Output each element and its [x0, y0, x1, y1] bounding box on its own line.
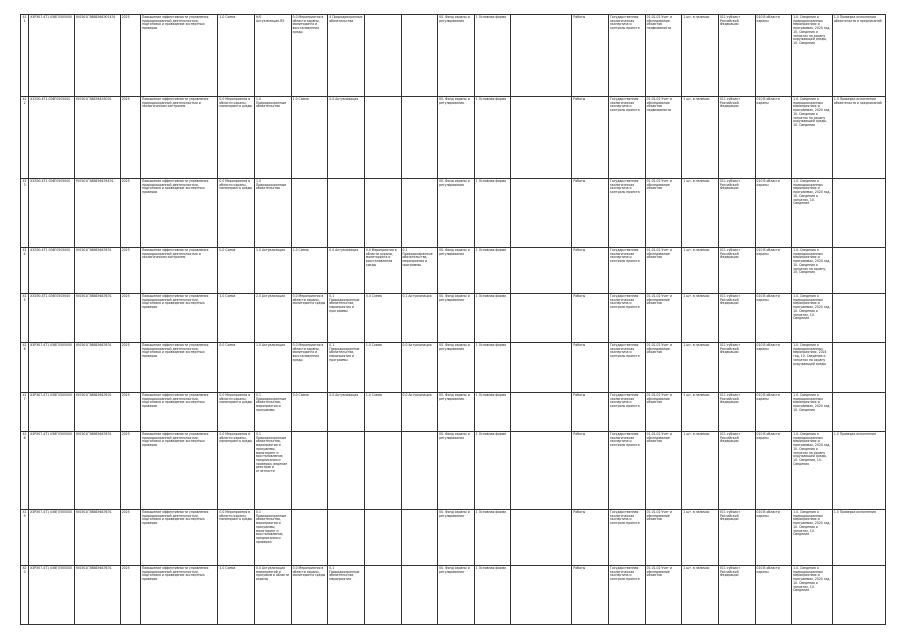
table-cell: 1 шт. в наличии [682, 294, 719, 343]
table-cell: 0.1 Природоохранные обязательства, мероприятия и программы [255, 393, 292, 432]
data-table [20, 14, 886, 625]
table-cell: 1.0 Природоохранные обязательства [255, 97, 292, 179]
table-cell: 01.01.02 Учет и обследование объектов [645, 294, 682, 343]
table-cell: Повышение эффективности управления природоохранной деятельностью, подготовка и проведение экспертных проверок [141, 393, 218, 432]
table-cell: Работы [572, 343, 609, 393]
table-row [21, 510, 886, 566]
table-cell: Работы [572, 248, 609, 294]
table-cell: 1 шт. в наличии [682, 343, 719, 393]
table-cell: 0.0 Актуализация [401, 393, 438, 432]
table-cell: 2.0 Актуализация [255, 294, 292, 343]
table-cell: 1 Основная форма [474, 566, 511, 625]
table-cell: 1.0. Сведения о природоохранных мероприятиях и программах, 2024 год, 10. Сведения о затратах, 10. Сведения [792, 566, 833, 625]
table-cell: Повышение эффективности управления природоохранной деятельностью, подготовка и проведение экспертных проверок [141, 343, 218, 393]
table-cell: Ю0Э01ГЭ888Э64Э5Э1 [74, 343, 120, 393]
table-cell: 011 субъект Российской Федерации [718, 510, 755, 566]
table-row [21, 294, 886, 343]
table-cell: 418 [21, 432, 29, 510]
table-cell: Работы [572, 179, 609, 248]
table-cell: 1 Основная форма [474, 294, 511, 343]
table-cell: 01.01.02 Учет и обследование объектов [645, 248, 682, 294]
table-cell: 2025 [120, 343, 140, 393]
table-cell: Работы [572, 294, 609, 343]
table-cell: Повышение эффективности управления природоохранной деятельностью, подготовка и проведение экспертных проверок [141, 432, 218, 510]
table-cell: 011 субъект Российской Федерации [718, 393, 755, 432]
table-row [21, 97, 886, 179]
table-cell: 010 В области охраны [755, 97, 792, 179]
table-cell: 412 [21, 97, 29, 179]
table-cell [511, 393, 572, 432]
table-row [21, 393, 886, 432]
table-cell: 0.0 Актуализация [328, 248, 365, 294]
table-cell [401, 510, 438, 566]
table-cell [401, 97, 438, 179]
table-cell: 010 В области охраны [755, 393, 792, 432]
table-cell: Х3РЭ07-4Т1 0Э8Г0505000 [29, 432, 75, 510]
table-cell [511, 294, 572, 343]
table-cell [832, 294, 885, 343]
table-row [21, 179, 886, 248]
table-cell: 01.01.02 Учет и обследование объектов [645, 566, 682, 625]
table-cell: Х3ЭЭ0-4Т1 0Э8Г0505000 [29, 294, 75, 343]
table-cell: Работы [572, 97, 609, 179]
table-cell: Государственная экологическая экспертиза и контроль проекта [609, 179, 646, 248]
table-cell: 00. Фонд охраны и регулирования [438, 97, 475, 179]
table-cell: 011 субъект Российской Федерации [718, 294, 755, 343]
table-cell: 414 [21, 248, 29, 294]
table-row [21, 343, 886, 393]
table-cell: 0.0 Мероприятия в области охраны, мониторинга среды [218, 510, 255, 566]
table-cell: 416 [21, 343, 29, 393]
table-cell: 011 субъект Российской Федерации [718, 15, 755, 97]
table-cell: 1.0. Сведения о природоохранных мероприятиях, 2024 год, 10. Сведения о затратах на охрану окружающей среды [792, 343, 833, 393]
table-cell: 00. Фонд охраны и регулирования [438, 566, 475, 625]
table-cell: Х3ЭЭ0-4Т1 0Э8Г0505000 [29, 97, 75, 179]
table-cell: 0.0 Мероприятия в области охраны, мониторинга среды [218, 432, 255, 510]
table-cell: Х3РЭ07-4Т1 0Э8Г0505000 [29, 566, 75, 625]
table-cell: 417 [21, 393, 29, 432]
table-cell: Ю0Э01ГЭ88Э64Э50Э1 [74, 97, 120, 179]
table-cell: Х3ЭЭ0-4Т1 0Э8Г0505000 [29, 248, 75, 294]
table-cell: Государственная экологическая экспертиза и контроль проекта [609, 566, 646, 625]
table-cell: 2025 [120, 294, 140, 343]
table-cell: 0.1 Природоохранные обязательства, мероприятия [328, 566, 365, 625]
table-cell: 01.01.02 Учет и обследование объектов [645, 393, 682, 432]
table-cell: 1.0 Схема [364, 343, 401, 393]
table-cell: 01.01.02 Учет и обследование объектов недвижимости [645, 97, 682, 179]
table-cell: 0.1 Природоохранные обязательства, мероприятия и программы, мониторинг и восстановление, предписания и проверки, ведение реестров и отчетности [255, 432, 292, 510]
document-page [20, 14, 886, 624]
table-cell: 419 [21, 510, 29, 566]
table-cell: Работы [572, 566, 609, 625]
table-cell: 1.0 Проверка исполнения обязательств и предписаний [832, 15, 885, 97]
table-cell: 1 Основная форма [474, 432, 511, 510]
table-cell: 2025 [120, 179, 140, 248]
table-cell [401, 432, 438, 510]
table-cell: 0.0 Схема [291, 393, 328, 432]
table-cell [511, 15, 572, 97]
table-cell: 1.0. Сведения о природоохранных мероприятиях и программах, 2024 год, 10. Сведения о затратах на охрану, 10. Сведения [792, 248, 833, 294]
table-cell: 00. Фонд охраны и регулирования [438, 343, 475, 393]
table-cell: 1 Основная форма [474, 15, 511, 97]
table-cell: 0.1 Природоохранные обязательства, мероприятия и программы [401, 248, 438, 294]
table-cell: 1 шт. в наличии [682, 432, 719, 510]
table-cell: Работы [572, 393, 609, 432]
table-cell [511, 248, 572, 294]
table-cell: 2025 [120, 432, 140, 510]
table-cell: 010 В области охраны [755, 179, 792, 248]
table-cell [832, 393, 885, 432]
table-cell: 2025 [120, 248, 140, 294]
table-cell: 0.0 Актуализация [328, 393, 365, 432]
table-cell: 0.0 Мероприятия в области охраны, мониторинга и восстановления среды [291, 343, 328, 393]
table-cell: 0.1 Природоохранные обязательства, мероприятия и программы, мониторинг и восстановление, предписания и проверки [255, 510, 292, 566]
table-cell: 0.1 Природоохранные обязательства, мероприятия и программы [328, 343, 365, 393]
table-cell [364, 510, 401, 566]
table-cell: 010 В области охраны [755, 294, 792, 343]
table-cell: Х3РЭ07-4Т1 0Э8Г0505000 [29, 15, 75, 97]
table-cell: 010 В области охраны [755, 432, 792, 510]
table-cell: 01.01.02 Учет и обследование объектов [645, 432, 682, 510]
table-cell: 011 субъект Российской Федерации [718, 179, 755, 248]
table-cell: 411 [21, 15, 29, 97]
table-cell: 1.0 Проверка исполнения [832, 432, 885, 510]
table-cell: 1.0 Актуализация [255, 343, 292, 393]
table-cell [511, 510, 572, 566]
table-cell: 0.0 Схема [364, 294, 401, 343]
table-cell: 1.0. Сведения о природоохранных мероприятиях и программах, 2024 год, 10. Сведения о затратах на охрану окружающей среды, 10. Сведения [792, 15, 833, 97]
table-cell: 1.0 Проверка исполнения обязательств и предписаний [832, 97, 885, 179]
table-cell: 1 шт. в наличии [682, 510, 719, 566]
table-cell: 0.0 Актуализация мероприятий и программ в области охраны [255, 566, 292, 625]
table-cell: 00. Фонд охраны и регулирования [438, 294, 475, 343]
table-cell: 01.01.02 Учет и обследование объектов [645, 510, 682, 566]
table-cell [832, 179, 885, 248]
table-cell [291, 510, 328, 566]
table-cell: 1.0 Схема [218, 294, 255, 343]
table-cell: Государственная экологическая экспертиза и контроль проекта [609, 97, 646, 179]
table-cell: 4 Природоохранные обязательства [328, 15, 365, 97]
table-cell: 2025 [120, 15, 140, 97]
table-cell: 2025 [120, 566, 140, 625]
table-cell: 1 Основная форма [474, 510, 511, 566]
table-cell [364, 15, 401, 97]
table-row [21, 432, 886, 510]
table-cell: 0.0 Мероприятия в области охраны, мониторинга среды [291, 294, 328, 343]
table-cell: Ю0Э01ГЭ888Э64Э5Э1 [74, 510, 120, 566]
table-cell: 1.0. Сведения о природоохранных мероприятиях и программах, 2024 год, 10. Сведения о затратах, 10. Сведения [792, 510, 833, 566]
table-cell: 00. Фонд охраны и регулирования [438, 432, 475, 510]
table-cell [511, 432, 572, 510]
table-cell [832, 248, 885, 294]
table-cell [511, 179, 572, 248]
table-cell [364, 179, 401, 248]
table-cell [364, 97, 401, 179]
table-cell: 1 шт. в наличии [682, 566, 719, 625]
table-cell: Государственная экологическая экспертиза и контроль проекта [609, 432, 646, 510]
table-cell: 011 субъект Российской Федерации [718, 97, 755, 179]
table-cell: Повышение эффективности управления природоохранной деятельностью, подготовка и проведение экспертных проверок [141, 179, 218, 248]
table-cell: 1.0 Схема [218, 566, 255, 625]
table-cell: Государственная экологическая экспертиза и контроль проекта [609, 393, 646, 432]
table-cell: Государственная экологическая экспертиза и контроль проекта [609, 510, 646, 566]
table-cell: 0.0 Актуализация [401, 343, 438, 393]
table-cell: Работы [572, 15, 609, 97]
table-cell: Х3РЭ07-4Т1 0Э8Г0505000 [29, 393, 75, 432]
table-cell: 0.0 Мероприятия в области охраны, мониторинга среды [218, 393, 255, 432]
table-cell: Работы [572, 510, 609, 566]
table-cell: 415 [21, 294, 29, 343]
table-cell: Повышение эффективности управления природоохранной деятельностью и экологическим контролем [141, 97, 218, 179]
table-cell [291, 179, 328, 248]
table-cell [511, 343, 572, 393]
table-cell: 010 В области охраны [755, 343, 792, 393]
table-cell: 1 шт. в наличии [682, 393, 719, 432]
table-cell [511, 97, 572, 179]
table-cell: 0.0 Мероприятия в области охраны, мониторинга и восстановления среды [291, 15, 328, 97]
table-cell: 0.0 Схема [218, 248, 255, 294]
table-cell: 011 субъект Российской Федерации [718, 566, 755, 625]
table-cell: Н/0 Актуализация.ЯЭ [255, 15, 292, 97]
table-cell: Повышение эффективности управления природоохранной деятельностью, подготовка и проведение экспертных проверок [141, 510, 218, 566]
table-cell: Х3РЭ07-4Т1 0Э8Г0505000 [29, 510, 75, 566]
table-cell: 2025 [120, 97, 140, 179]
table-cell: 01.01.02 Учет и обследование объектов недвижимости [645, 15, 682, 97]
table-cell: Ю0Э01ГЭ888Э64Э54Э1 [74, 179, 120, 248]
table-cell: 1 шт. в наличии [682, 97, 719, 179]
table-cell: 00. Фонд охраны и регулирования [438, 248, 475, 294]
table-cell [328, 510, 365, 566]
table-cell: 010 В области охраны [755, 510, 792, 566]
table-cell: 011 субъект Российской Федерации [718, 432, 755, 510]
table-cell: 00. Фонд охраны и регулирования [438, 510, 475, 566]
table-cell: 0.0 Актуализация [328, 97, 365, 179]
table-cell [511, 566, 572, 625]
table-cell: Ю0Э01ГЭ888Э64Э5Э1 [74, 566, 120, 625]
table-cell: Ю0Э01ГЭ888Э64Э5Э1 [74, 294, 120, 343]
table-cell: Государственная экологическая экспертиза и контроль проекта [609, 343, 646, 393]
table-cell: Х3ЭЭ0-4Т1 0Э8Г0505000 [29, 179, 75, 248]
table-cell: 1.0 Природоохранные обязательства [255, 179, 292, 248]
table-cell: 1 Основная форма [474, 97, 511, 179]
table-cell: 00. Фонд охраны и регулирования [438, 15, 475, 97]
table-cell: 2025 [120, 393, 140, 432]
table-row [21, 248, 886, 294]
table-cell: Повышение эффективности управления природоохранной деятельностью и экологическим контролем [141, 248, 218, 294]
table-cell: 1.0. Сведения о природоохранных мероприятиях и программах, 2024 год, 10. Сведения о затратах, 10. Сведения [792, 294, 833, 343]
table-cell: Ю0Э01ГЭ888Э64Э5Э1 [74, 393, 120, 432]
table-cell: Ю0Э01ГЭ888Э64Э5Э1 [74, 248, 120, 294]
table-cell: 1 шт. в наличии [682, 15, 719, 97]
table-cell: 1.0 Схема [291, 248, 328, 294]
table-cell: 420 [21, 566, 29, 625]
table-cell: 01.01.02 Учет и обследование объектов [645, 343, 682, 393]
table-cell: 00. Фонд охраны и регулирования [438, 179, 475, 248]
table-cell: 1.0 Актуализация [255, 248, 292, 294]
table-cell [401, 566, 438, 625]
table-cell: 1 Основная форма [474, 248, 511, 294]
table-cell: 0.1 Актуализация [401, 294, 438, 343]
table-cell: Повышение эффективности управления природоохранной деятельностью, подготовка и проведение экспертных проверок [141, 15, 218, 97]
table-cell [364, 566, 401, 625]
table-cell: 1.0 Схема [364, 393, 401, 432]
table-cell: 0.0 Схема [218, 343, 255, 393]
table-cell: Государственная экологическая экспертиза и контроль проекта [609, 15, 646, 97]
table-cell: 1.0. Сведения о природоохранных мероприятиях и программах, 2024 год, 10. Сведения о затратах на охрану окружающей среды, 10. Сведения, 10. Сведения [792, 432, 833, 510]
table-cell: Х3РЭ07-4Т1 0Э8Г0505000 [29, 343, 75, 393]
table-cell: Государственная экологическая экспертиза и контроль проекта [609, 294, 646, 343]
table-cell [832, 343, 885, 393]
table-cell: Государственная экологическая экспертиза и контроль проекта [609, 248, 646, 294]
table-cell [328, 179, 365, 248]
table-cell: 0.0 Мероприятия в области охраны, мониторинга среды [218, 97, 255, 179]
table-cell: 0.0 Мероприятия в области охраны, мониторинга среды [218, 179, 255, 248]
table-cell: 01.01.02 Учет и обследование объектов [645, 179, 682, 248]
table-cell: 00. Фонд охраны и регулирования [438, 393, 475, 432]
table-cell: 1 Основная форма [474, 393, 511, 432]
table-cell [832, 566, 885, 625]
table-cell: 010 В области охраны [755, 566, 792, 625]
table-cell: 011 субъект Российской Федерации [718, 248, 755, 294]
table-cell: 413 [21, 179, 29, 248]
table-cell: 1.0. Сведения о природоохранных мероприятиях и программах, 2024 год, 10. Сведения о затратах, 10. Сведения [792, 179, 833, 248]
table-cell: 0.0 Мероприятия в области охраны, мониторинга и восстановления среды [364, 248, 401, 294]
table-cell: Ю0Э01ГЭ888Э64Э5Э1 [74, 432, 120, 510]
table-cell: 1 шт. в наличии [682, 248, 719, 294]
table-cell: 1.0 Проверка исполнения [832, 510, 885, 566]
table-cell: 1.0 Схема [291, 97, 328, 179]
table-cell: 1.0 Схема [218, 15, 255, 97]
table-cell [401, 179, 438, 248]
table-cell: 1.0. Сведения о природоохранных мероприятиях и программах, 2024 год, 10. Сведения [792, 393, 833, 432]
table-cell: 011 субъект Российской Федерации [718, 343, 755, 393]
table-cell: Ю0Э01ГЭ888Э64Э014Э1 [74, 15, 120, 97]
table-row [21, 566, 886, 625]
table-cell [364, 432, 401, 510]
table-cell: 010 В области охраны [755, 248, 792, 294]
table-cell: 0.0 Мероприятия в области охраны, мониторинга среды [291, 566, 328, 625]
table-cell: Работы [572, 432, 609, 510]
table-cell [401, 15, 438, 97]
table-cell: 010 В области охраны [755, 15, 792, 97]
table-cell [291, 432, 328, 510]
table-cell [328, 432, 365, 510]
table-cell: 2025 [120, 510, 140, 566]
table-row [21, 15, 886, 97]
table-cell: 1 Основная форма [474, 343, 511, 393]
table-cell: Повышение эффективности управления природоохранной деятельностью, подготовка и проведение экспертных проверок [141, 566, 218, 625]
table-cell: Повышение эффективности управления природоохранной деятельностью, подготовка и проведение экспертных проверок [141, 294, 218, 343]
table-cell: 1.0. Сведения о природоохранных мероприятиях и программах, 2024 год, 10. Сведения о затратах на охрану окружающей среды, 10. Сведения [792, 97, 833, 179]
table-cell: 0.1 Природоохранные обязательства, мероприятия и программы [328, 294, 365, 343]
table-cell: 1 шт. в наличии [682, 179, 719, 248]
table-cell: 1 Основная форма [474, 179, 511, 248]
